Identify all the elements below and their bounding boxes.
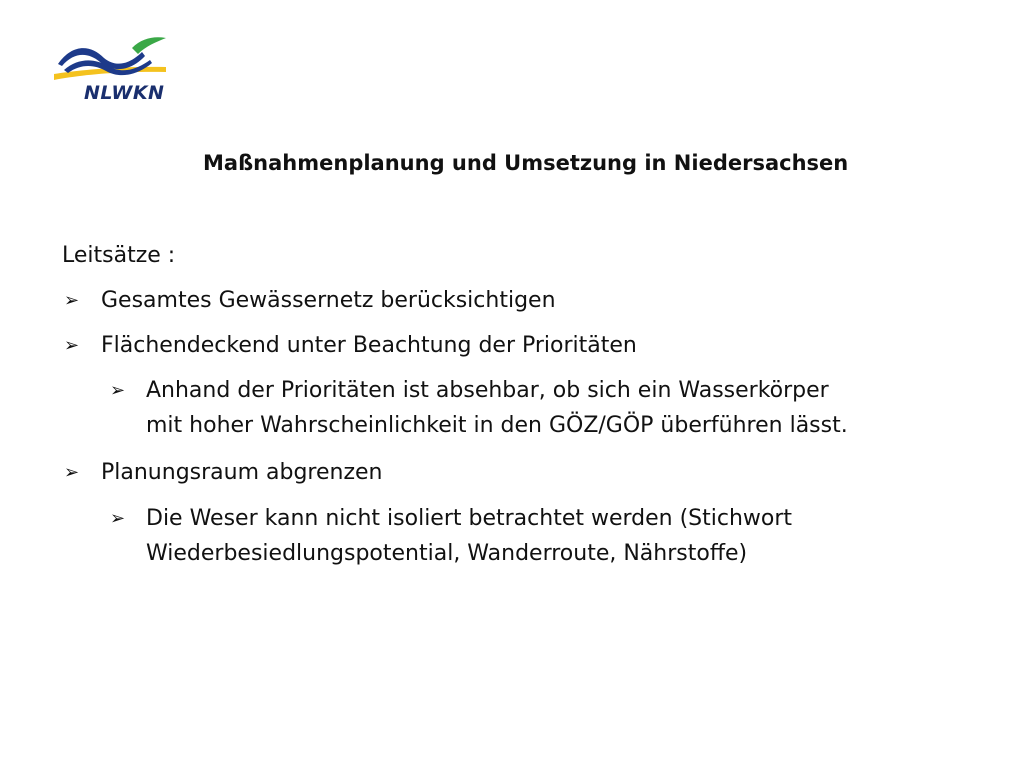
arrow-bullet-icon: ➢ <box>110 508 126 529</box>
bullet-line: Die Weser kann nicht isoliert betrachtet werden (Stichwort <box>146 506 793 531</box>
bullet-line: Wiederbesiedlungspotential, Wanderroute, Nährstoffe) <box>146 541 748 566</box>
logo-wave-icon <box>50 34 174 84</box>
arrow-bullet-icon: ➢ <box>64 290 80 311</box>
arrow-bullet-icon: ➢ <box>110 380 126 401</box>
bullet-text <box>146 501 970 571</box>
slide-title: Maßnahmenplanung und Umsetzung in Niedersachsen <box>203 151 849 175</box>
sub-bullet-item <box>110 501 970 571</box>
bullet-item <box>64 328 637 363</box>
bullet-item <box>64 283 556 318</box>
intro-label: Leitsätze : <box>62 243 176 268</box>
logo-text: NLWKN <box>84 82 165 104</box>
bullet-line: Anhand der Prioritäten ist absehbar, ob sich ein Wasserkörper <box>146 378 829 403</box>
bullet-text: Gesamtes Gewässernetz berücksichtigen <box>101 288 556 313</box>
bullet-text: Planungsraum abgrenzen <box>101 460 383 485</box>
nlwkn-logo <box>50 34 174 106</box>
sub-bullet-item <box>110 373 970 443</box>
bullet-item <box>64 455 383 490</box>
arrow-bullet-icon: ➢ <box>64 462 80 483</box>
arrow-bullet-icon: ➢ <box>64 335 80 356</box>
bullet-text <box>146 373 970 443</box>
bullet-line: mit hoher Wahrscheinlichkeit in den GÖZ/GÖP überführen lässt. <box>146 413 848 438</box>
bullet-text: Flächendeckend unter Beachtung der Prioritäten <box>101 333 637 358</box>
